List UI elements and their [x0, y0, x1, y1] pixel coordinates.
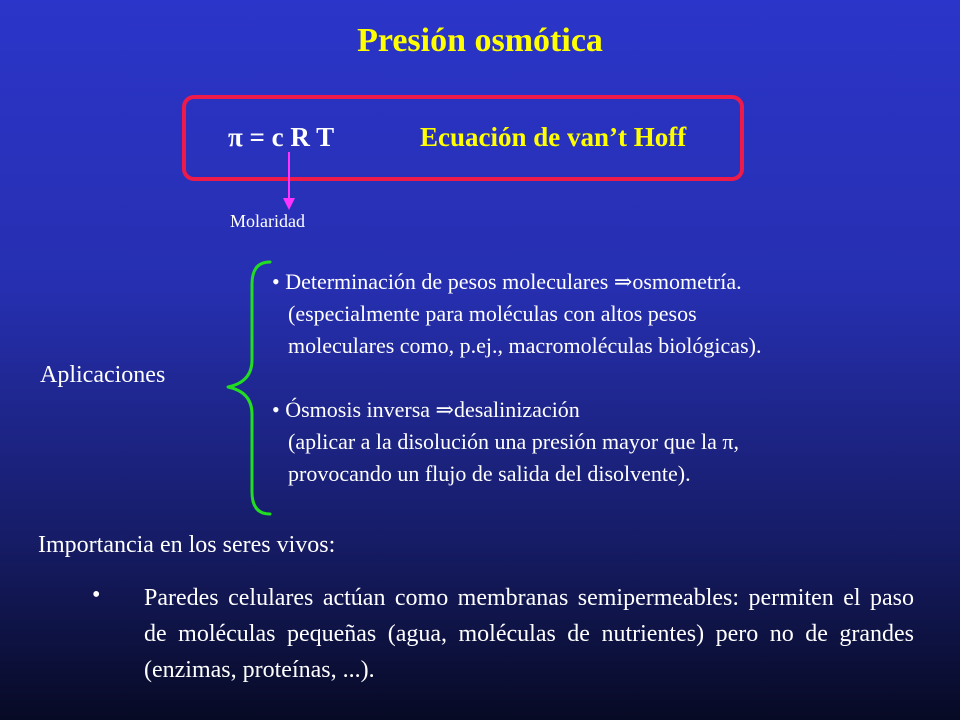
- application-head: Ósmosis inversa: [285, 397, 431, 422]
- application-head: Determinación de pesos moleculares: [285, 269, 609, 294]
- applications-label: Aplicaciones: [40, 362, 166, 388]
- application-heading: [272, 394, 739, 426]
- application-result: desalinización: [453, 397, 580, 422]
- application-detail-line: moleculares como, p.ej., macromoléculas biológicas).: [288, 333, 762, 358]
- applications-brace: [224, 260, 274, 516]
- molarity-label: Molaridad: [230, 211, 305, 231]
- importance-heading: Importancia en los seres vivos:: [38, 532, 336, 558]
- bullet: •: [272, 397, 280, 422]
- importance-text: Paredes celulares actúan como membranas semipermeables: permiten el paso de moléculas pequeñas (agua, moléculas de nutrientes) pero no de grandes (enzimas, proteínas, ...).: [144, 585, 914, 683]
- osmotic-pressure-formula: π = c R T: [228, 122, 335, 152]
- equation-name: Ecuación de van’t Hoff: [420, 122, 687, 152]
- application-result: osmometría.: [632, 269, 742, 294]
- application-detail-line: (aplicar a la disolución una presión mayor que la π,: [288, 429, 739, 454]
- molarity-pointer-arrow: [280, 150, 300, 212]
- implies-icon: ⇒: [613, 269, 633, 294]
- application-item-reverse-osmosis: [272, 394, 739, 490]
- application-detail-line: provocando un flujo de salida del disolvente).: [288, 461, 691, 486]
- bullet: •: [92, 582, 101, 608]
- application-item-osmometry: [272, 266, 761, 362]
- application-heading: [272, 266, 761, 298]
- slide-title: Presión osmótica: [357, 22, 603, 59]
- application-detail-line: (especialmente para moléculas con altos pesos: [288, 301, 697, 326]
- bullet: •: [272, 269, 280, 294]
- implies-icon: ⇒: [435, 397, 454, 422]
